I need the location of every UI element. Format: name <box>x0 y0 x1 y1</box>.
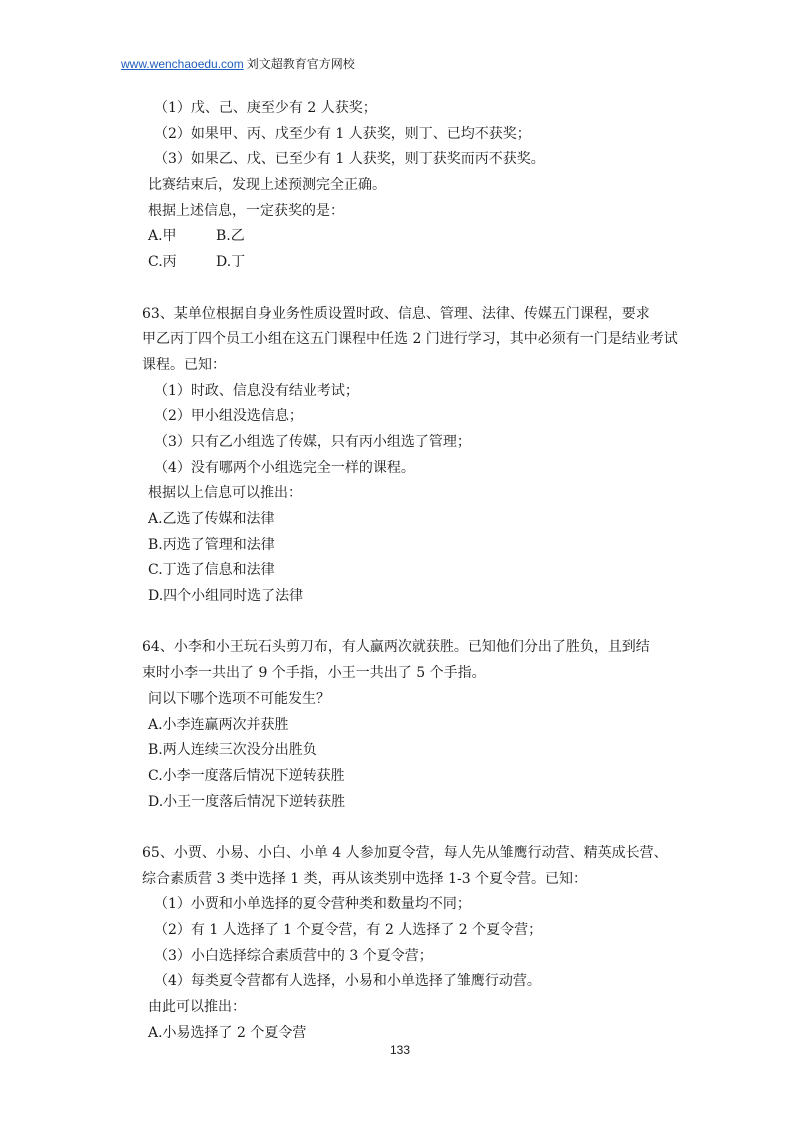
q62-option-b: B.乙 <box>216 228 245 245</box>
q65-condition-3: （3）小白选择综合素质营中的 3 个夏令营； <box>154 947 433 964</box>
q62-condition-1: （1）戊、己、庚至少有 2 人获奖； <box>154 100 377 116</box>
q63-option-b: B.丙选了管理和法律 <box>148 536 275 553</box>
q65-condition-1: （1）小贾和小单选择的夏令营种类和数量均不同； <box>154 896 471 913</box>
q63-condition-2: （2）甲小组没选信息； <box>154 408 303 425</box>
q64-ask: 问以下哪个选项不可能发生？ <box>148 690 330 707</box>
q63-condition-1: （1）时政、信息没有结业考试； <box>154 382 359 399</box>
q62-note: 比赛结束后，发现上述预测完全正确。 <box>148 177 386 194</box>
q62-condition-3: （3）如果乙、戊、已至少有 1 人获奖，则丁获奖而丙不获奖。 <box>154 151 545 168</box>
spacer <box>148 815 688 841</box>
q62-options-row-2 <box>148 250 688 276</box>
q64-option-a: A.小李连赢两次并获胜 <box>148 716 289 733</box>
q64-option-d: D.小王一度落后情况下逆转获胜 <box>148 793 346 810</box>
q63-stem-3: 课程。已知： <box>142 356 226 373</box>
school-name: 刘文超教育官方网校 <box>246 57 355 71</box>
q62-option-a: A.甲 <box>148 228 177 245</box>
q63-stem-1: 63、某单位根据自身业务性质设置时政、信息、管理、法律、传媒五门课程，要求 <box>142 305 650 322</box>
q63-condition-3: （3）只有乙小组选了传媒，只有丙小组选了管理； <box>154 433 471 450</box>
q62-options-row-1 <box>148 224 688 250</box>
q65-stem-1: 65、小贾、小易、小白、小单 4 人参加夏令营，每人先从雏鹰行动营、精英成长营、 <box>142 844 668 861</box>
q65-condition-4: （4）每类夏令营都有人选择，小易和小单选择了雏鹰行动营。 <box>154 973 541 990</box>
q63-option-a: A.乙选了传媒和法律 <box>148 511 275 527</box>
q63-option-d: D.四个小组同时选了法律 <box>148 588 304 605</box>
q65-ask: 由此可以推出： <box>148 999 246 1016</box>
q63-stem-2: 甲乙丙丁四个员工小组在这五门课程中任选 2 门进行学习，其中必须有一门是结业考试 <box>142 331 678 348</box>
q63-condition-4: （4）没有哪两个小组选完全一样的课程。 <box>154 459 415 476</box>
page-header <box>121 55 355 72</box>
spacer <box>148 276 688 302</box>
spacer <box>148 610 688 636</box>
q63-option-c: C.丁选了信息和法律 <box>148 562 275 579</box>
q64-option-c: C.小李一度落后情况下逆转获胜 <box>148 767 345 784</box>
q64-stem-1: 64、小李和小王玩石头剪刀布，有人赢两次就获胜。已知他们分出了胜负，且到结 <box>142 639 650 656</box>
website-link[interactable]: www.wenchaoedu.com <box>121 57 244 71</box>
q62-ask: 根据上述信息，一定获奖的是： <box>148 202 344 219</box>
page-content <box>142 96 688 1046</box>
q64-stem-2: 束时小李一共出了 9 个手指，小王一共出了 5 个手指。 <box>142 665 486 682</box>
q65-condition-2: （2）有 1 人选择了 1 个夏令营，有 2 人选择了 2 个夏令营； <box>154 922 543 938</box>
q62-option-c: C.丙 <box>148 254 177 271</box>
q64-option-b: B.两人连续三次没分出胜负 <box>148 742 317 759</box>
q62-condition-2: （2）如果甲、丙、戊至少有 1 人获奖，则丁、已均不获奖； <box>154 125 531 142</box>
q65-option-a: A.小易选择了 2 个夏令营 <box>148 1024 307 1041</box>
q62-option-d: D.丁 <box>216 254 246 271</box>
q65-stem-2: 综合素质营 3 类中选择 1 类，再从该类别中选择 1-3 个夏令营。已知： <box>142 870 588 887</box>
q63-ask: 根据以上信息可以推出： <box>148 485 302 502</box>
page-number: 133 <box>389 1043 411 1057</box>
